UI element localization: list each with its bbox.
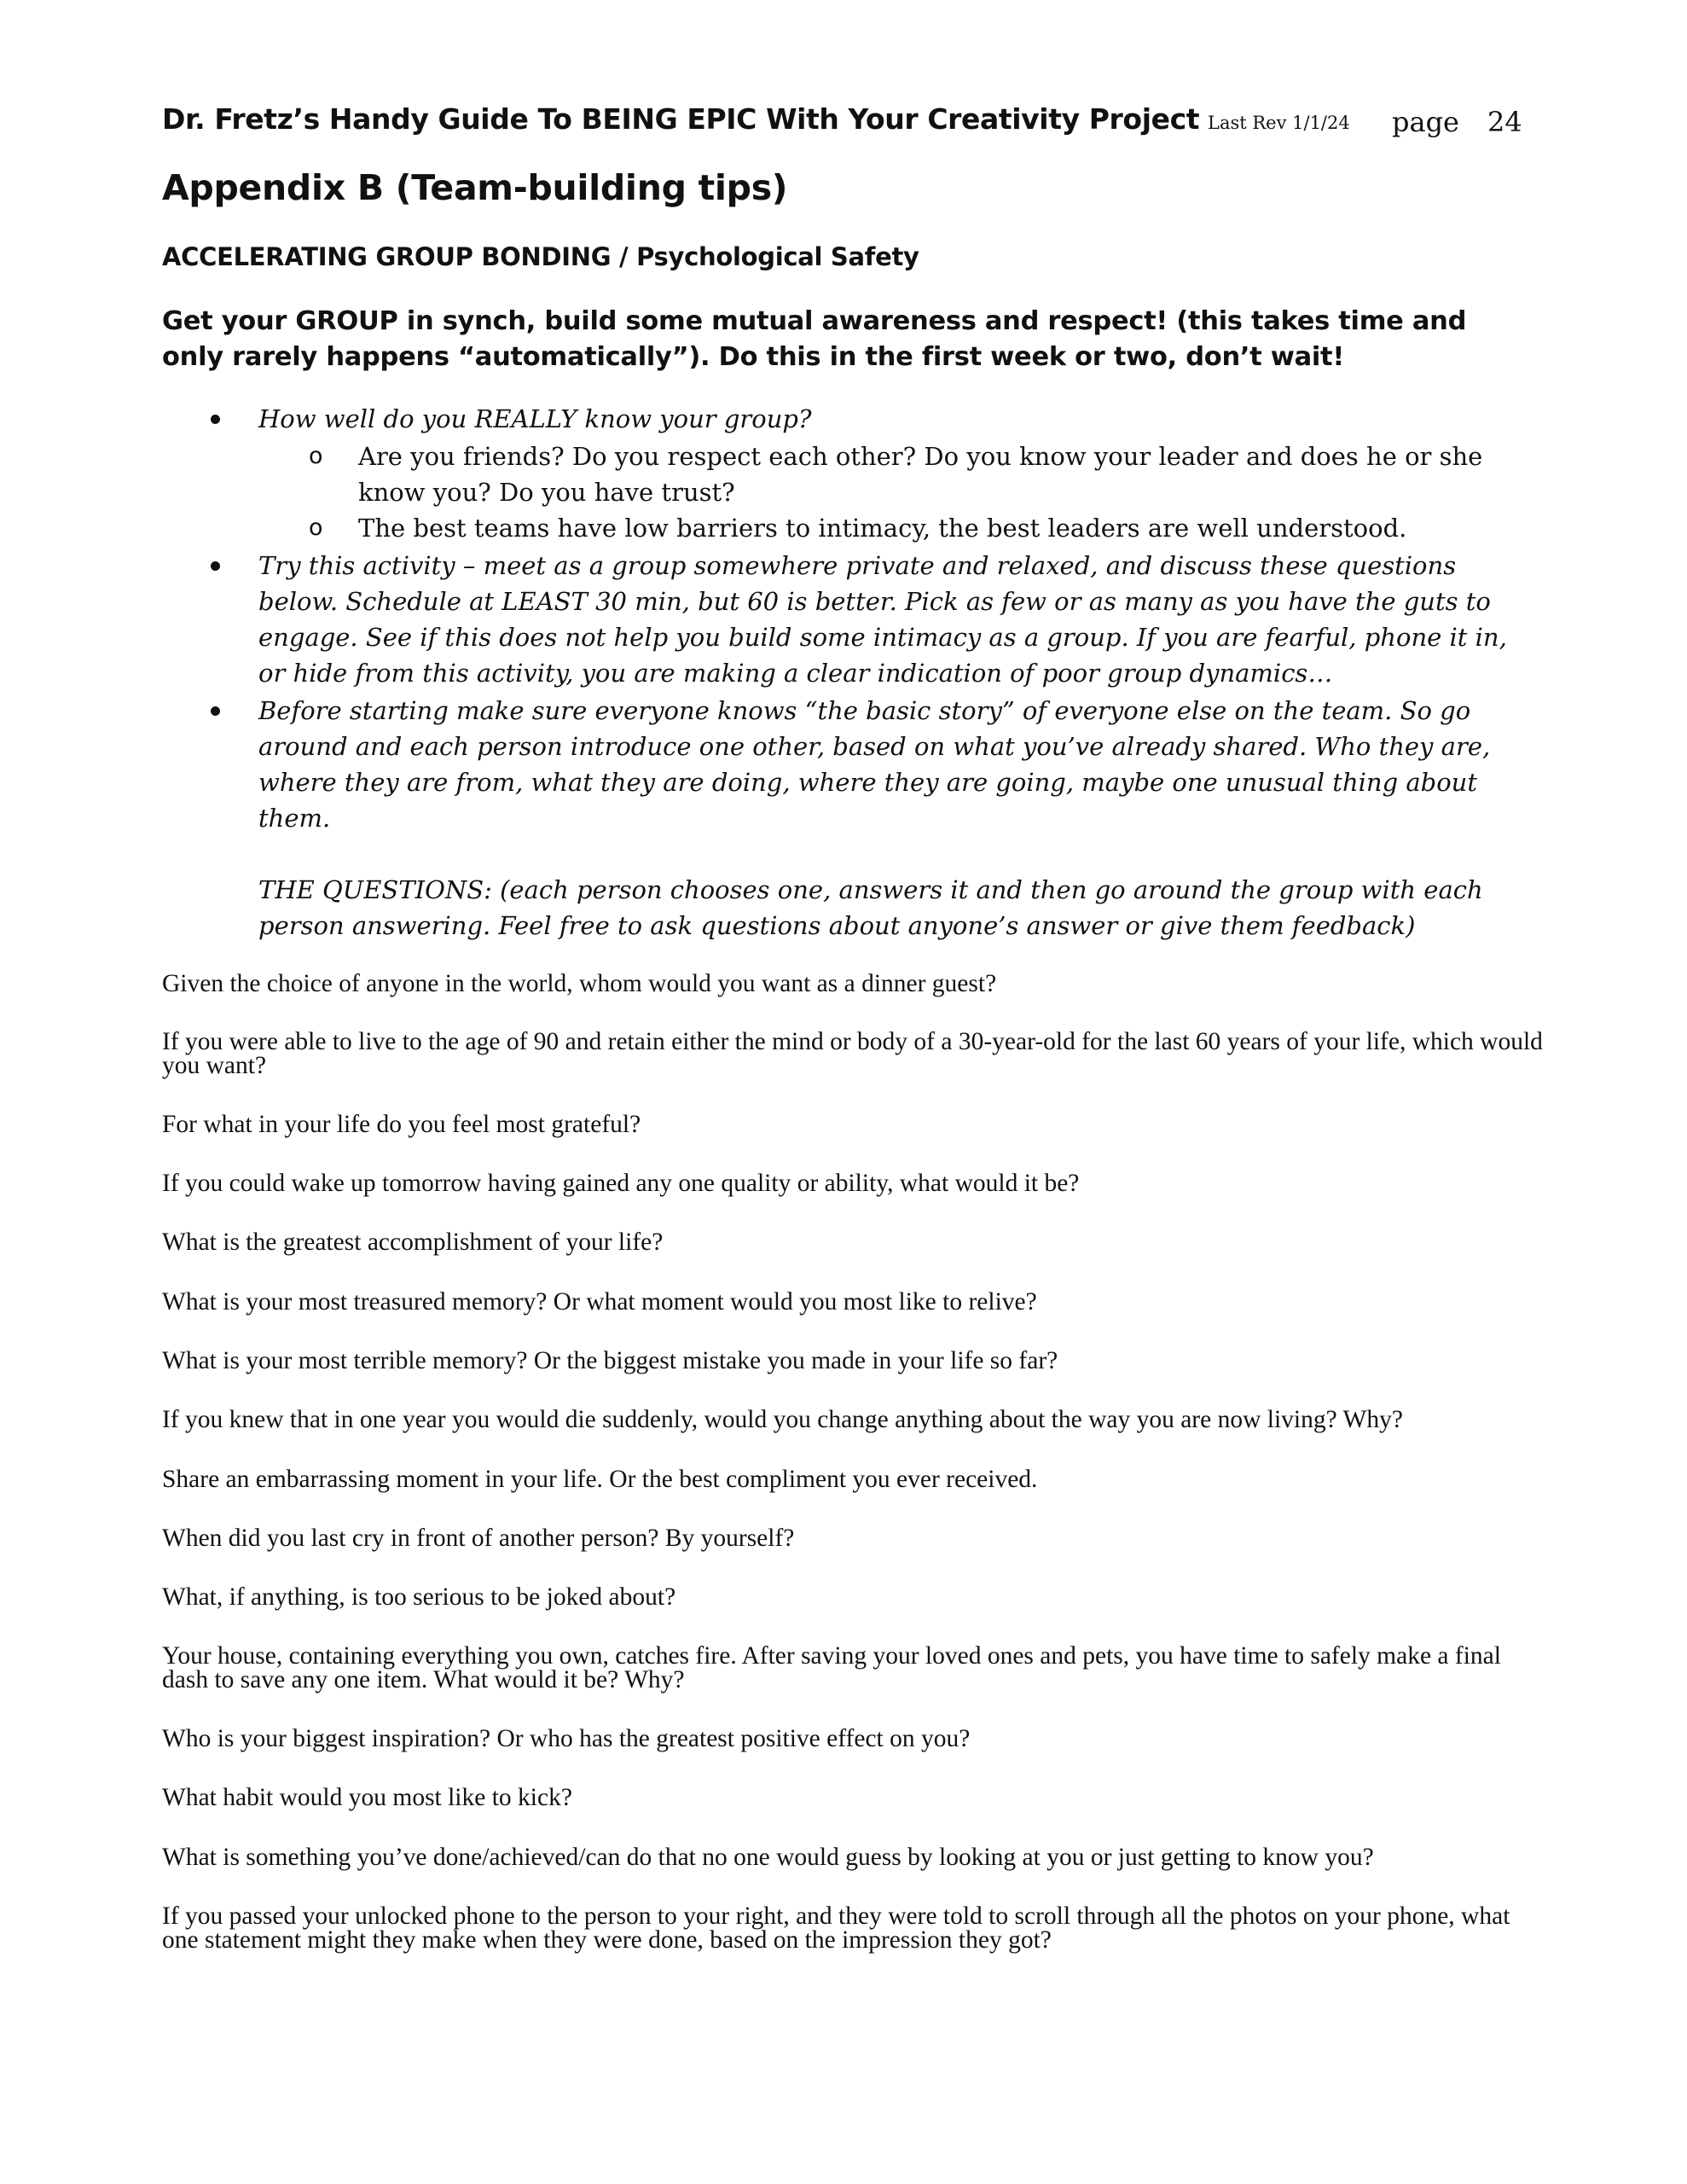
question-item: What is your most treasured memory? Or what moment would you most like to relive? (162, 1288, 1037, 1316)
bullet-dot (211, 561, 220, 571)
questions-intro: THE QUESTIONS: (each person chooses one, answers it and then go around the group with each (258, 875, 1483, 904)
bullet-text: them. (258, 804, 331, 833)
sub-bullet-text: Are you friends? Do you respect each other? Do you know your leader and does he or she (358, 442, 1483, 471)
question-item: What is your most terrible memory? Or the biggest mistake you made in your life so far? (162, 1347, 1058, 1374)
question-item: When did you last cry in front of another person? By yourself? (162, 1525, 795, 1552)
sub-bullet-marker: o (309, 514, 323, 541)
question-item: If you could wake up tomorrow having gained any one quality or ability, what would it be? (162, 1170, 1080, 1197)
question-item: If you passed your unlocked phone to the person to your right, and they were told to scroll through all the photos on your phone, what one statement might they make when they were done, based on the impression they got? (162, 1902, 1510, 1954)
header-last-revision: Last Rev 1/1/24 (1208, 113, 1350, 133)
bullet-text: around and each person introduce one other, based on what you’ve already shared. Who they are, (258, 732, 1491, 761)
questions-intro: person answering. Feel free to ask questions about anyone’s answer or give them feedback) (258, 911, 1416, 940)
bullet-text: Try this activity – meet as a group somewhere private and relaxed, and discuss these questions (258, 551, 1457, 580)
question-item: What is the greatest accomplishment of your life? (162, 1228, 664, 1256)
bullet-text: where they are from, what they are doing, where they are going, maybe one unusual thing about (258, 768, 1478, 797)
appendix-title: Appendix B (Team-building tips) (162, 167, 788, 208)
question-item: If you were able to live to the age of 90 and retain either the mind or body of a 30-year-old for the last 60 years of your life, which would you want? (162, 1028, 1543, 1079)
bullet-text: below. Schedule at LEAST 30 min, but 60 is better. Pick as few or as many as you have the guts to (258, 587, 1491, 616)
question-item: Who is your biggest inspiration? Or who has the greatest positive effect on you? (162, 1725, 971, 1752)
question-item: What habit would you most like to kick? (162, 1784, 572, 1811)
question-item: What, if anything, is too serious to be joked about? (162, 1583, 676, 1611)
intro-paragraph: Get your GROUP in synch, build some mutual awareness and respect! (this takes time and only rarely happens “automatically”). Do this in the first week or two, don’t wait! (162, 306, 1467, 372)
header-page-number: 24 (1487, 106, 1522, 138)
bullet-text: engage. See if this does not help you build some intimacy as a group. If you are fearful, phone it in, (258, 623, 1507, 652)
header-title: Dr. Fretz’s Handy Guide To BEING EPIC With Your Creativity Project (162, 102, 1200, 136)
section-heading: ACCELERATING GROUP BONDING / Psychological Safety (162, 242, 919, 271)
question-item: Share an embarrassing moment in your life. Or the best compliment you ever received. (162, 1466, 1038, 1493)
bullet-dot (211, 415, 220, 424)
question-item: Given the choice of anyone in the world, whom would you want as a dinner guest? (162, 970, 997, 997)
question-item: What is something you’ve done/achieved/can do that no one would guess by looking at you or just getting to know you? (162, 1844, 1374, 1871)
sub-bullet-text: The best teams have low barriers to intimacy, the best leaders are well understood. (358, 514, 1407, 543)
sub-bullet-marker: o (309, 443, 323, 469)
question-item: For what in your life do you feel most grateful? (162, 1111, 641, 1138)
running-header (162, 101, 1535, 148)
question-item: Your house, containing everything you own, catches fire. After saving your loved ones and pets, you have time to safely make a final dash to save any one item. What would it be? Why? (162, 1642, 1501, 1693)
header-page-label: page (1392, 106, 1459, 138)
bullet-text: or hide from this activity, you are making a clear indication of poor group dynamics… (258, 659, 1333, 688)
sub-bullet-text: know you? Do you have trust? (358, 478, 735, 507)
bullet-dot (211, 706, 220, 716)
bullet-text: Before starting make sure everyone knows “the basic story” of everyone else on the team. So go (258, 696, 1471, 725)
bullet-text: How well do you REALLY know your group? (258, 404, 812, 433)
question-item: If you knew that in one year you would die suddenly, would you change anything about the way you are now living? Why? (162, 1406, 1403, 1433)
